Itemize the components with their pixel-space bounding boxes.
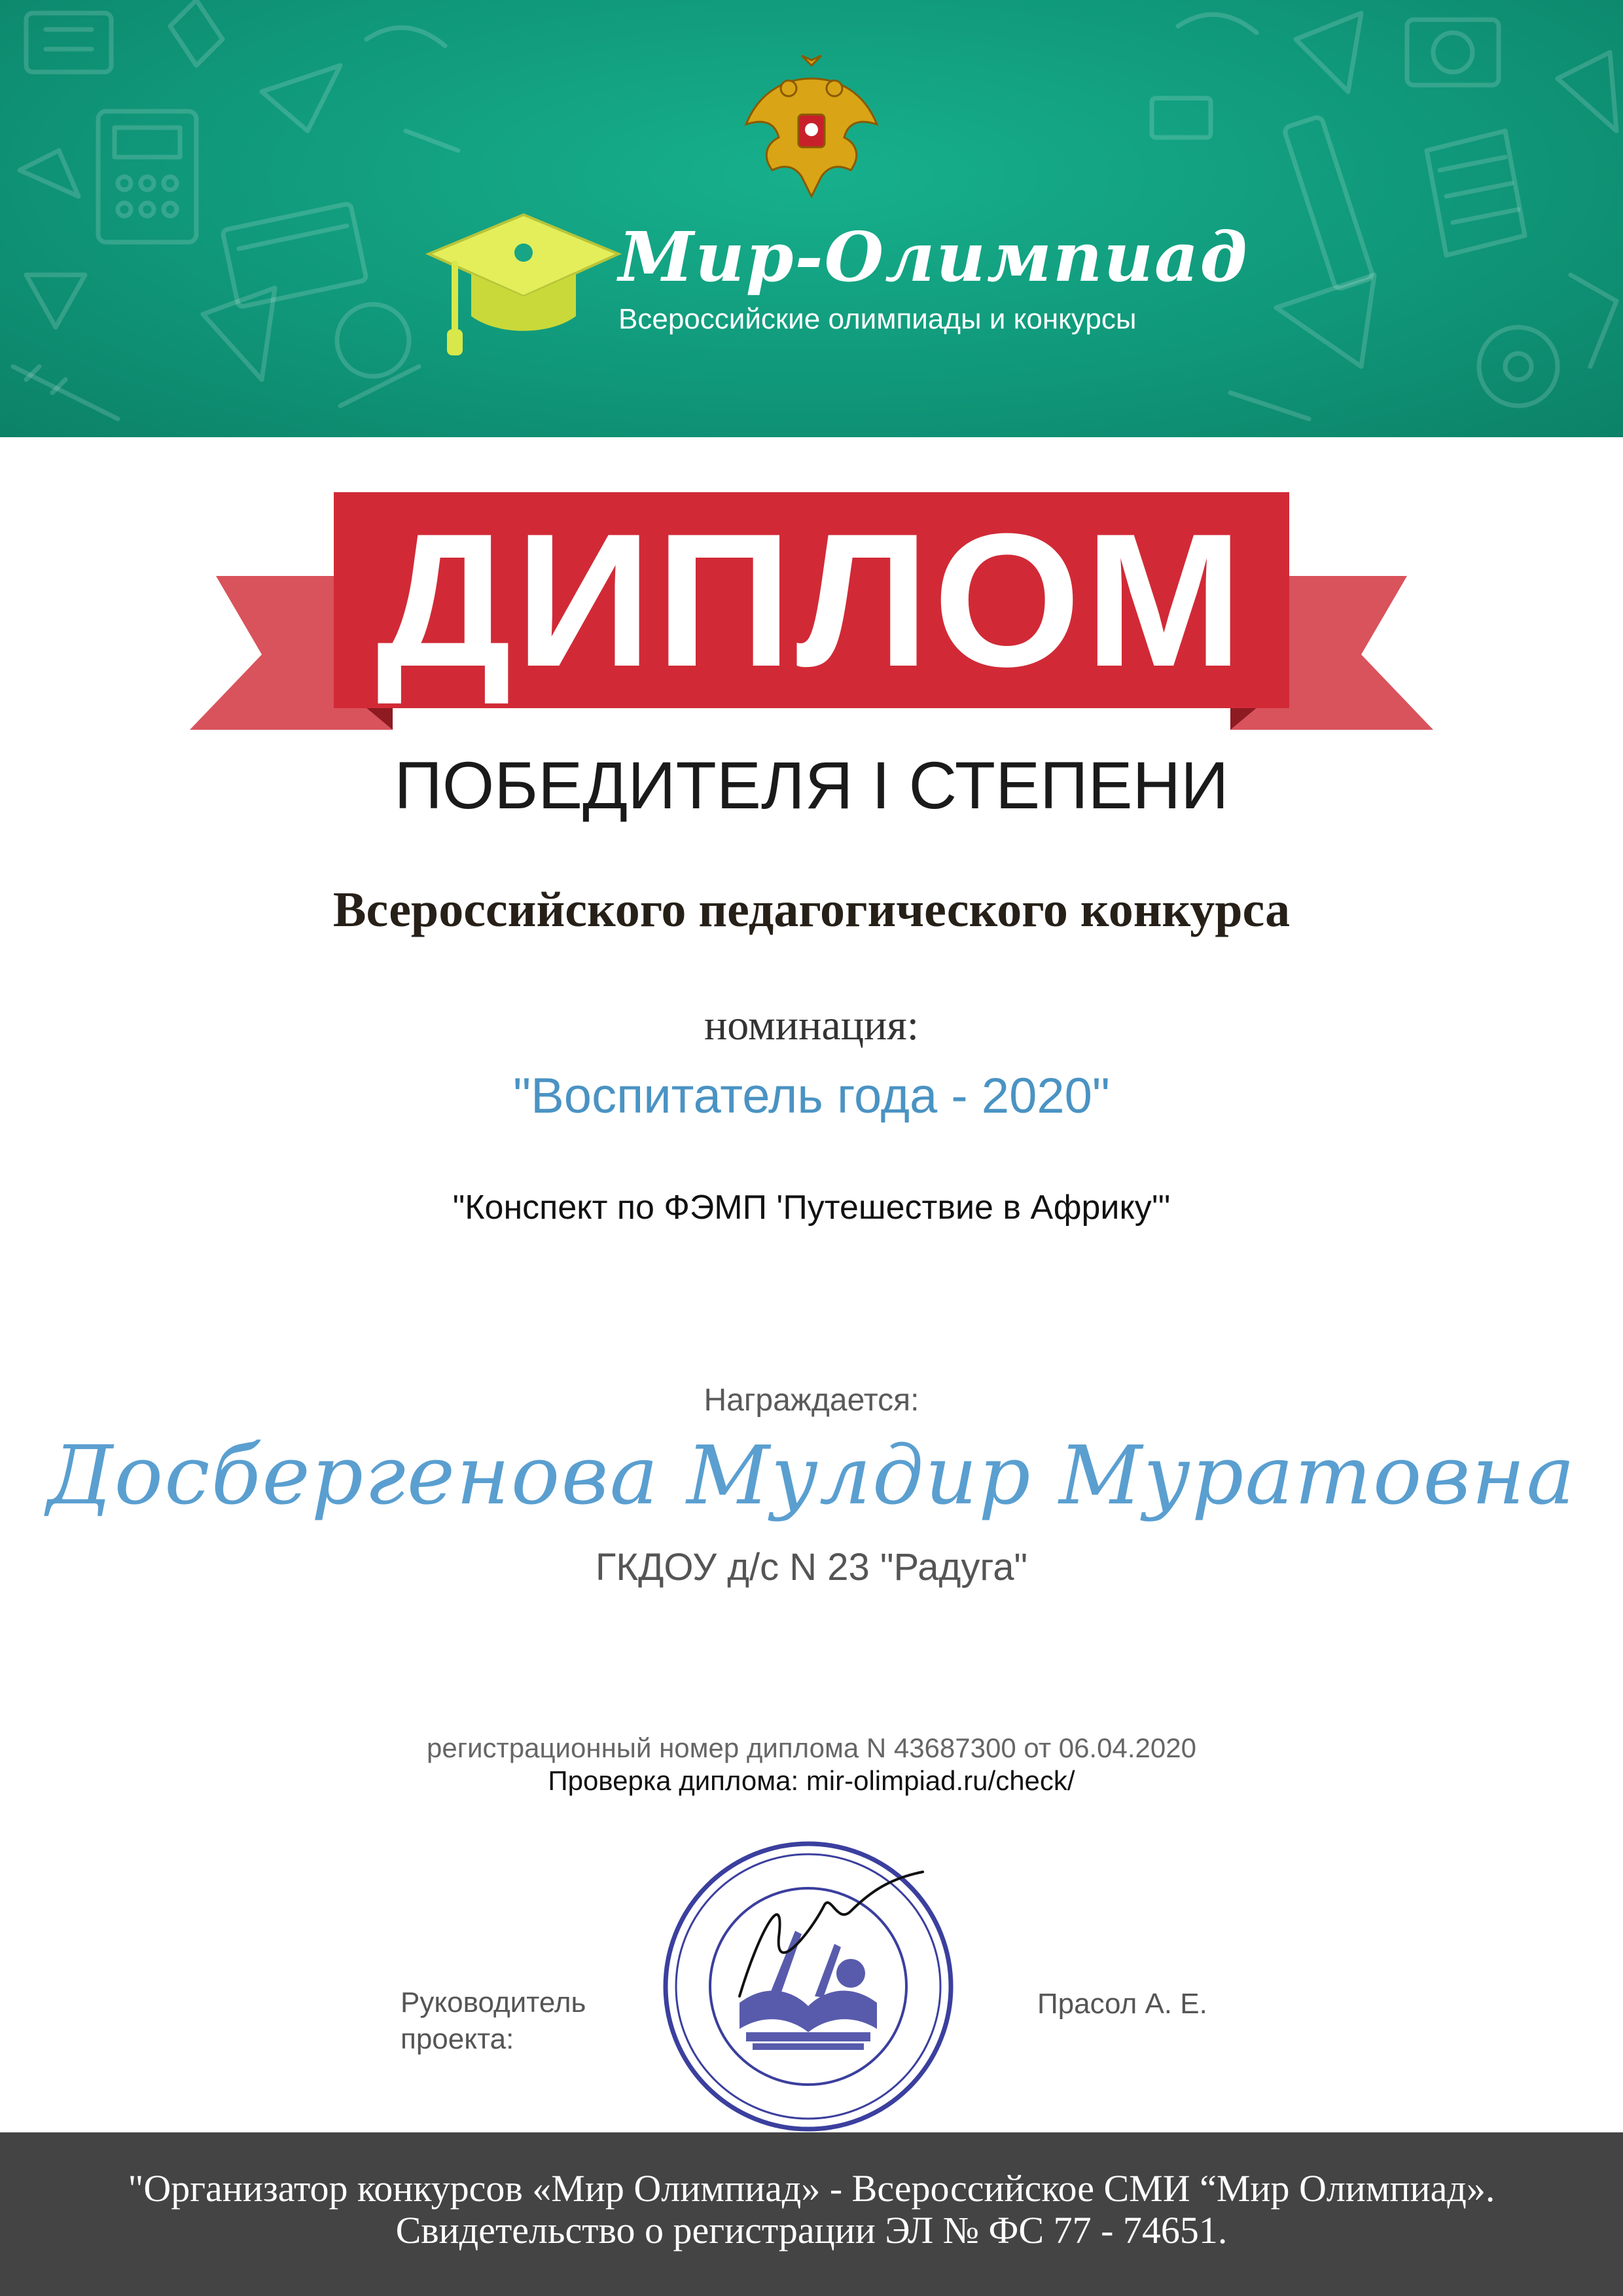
diploma-degree: ПОБЕДИТЕЛЯ I СТЕПЕНИ: [394, 748, 1229, 823]
graduation-cap-icon: [425, 208, 622, 359]
brand-name: Мир-Олимпиад: [618, 217, 1249, 297]
official-stamp: [654, 1833, 962, 2140]
footer-organizer: "Организатор конкурсов «Мир Олимпиад» - Всероссийское СМИ “Мир Олимпиад».: [128, 2167, 1495, 2210]
diploma-title: ДИПЛОМ: [376, 494, 1247, 706]
header-banner: [0, 0, 1623, 437]
recipient-name: Досбергенова Мулдир Муратовна: [46, 1429, 1577, 1523]
contest-name: Всероссийского педагогического конкурса: [332, 882, 1291, 937]
stamp-book-icon: [740, 1931, 877, 2050]
footer-bar: [0, 2132, 1623, 2296]
nomination-label: номинация:: [704, 1001, 919, 1049]
work-title: "Конспект по ФЭМП 'Путешествие в Африку'": [452, 1189, 1171, 1227]
footer-registration: Свидетельство о регистрации ЭЛ № ФС 77 - 74651.: [395, 2209, 1228, 2251]
awarded-label: Награждается:: [704, 1383, 919, 1418]
brand-tagline: Всероссийские олимпиады и конкурсы: [618, 303, 1137, 335]
signature-role-label: Руководитель проекта:: [401, 1986, 586, 2055]
registration-number: регистрационный номер диплома N 43687300 от 06.04.2020: [427, 1732, 1196, 1763]
coat-of-arms-icon: [740, 52, 883, 203]
verification-text: Проверка диплома: mir-olimpiad.ru/check/: [548, 1765, 1075, 1796]
nomination-title: "Воспитатель года - 2020": [513, 1068, 1110, 1124]
signature-name: Прасол А. Е.: [1037, 1988, 1207, 2020]
recipient-organization: ГКДОУ д/с N 23 "Радуга": [595, 1546, 1028, 1588]
